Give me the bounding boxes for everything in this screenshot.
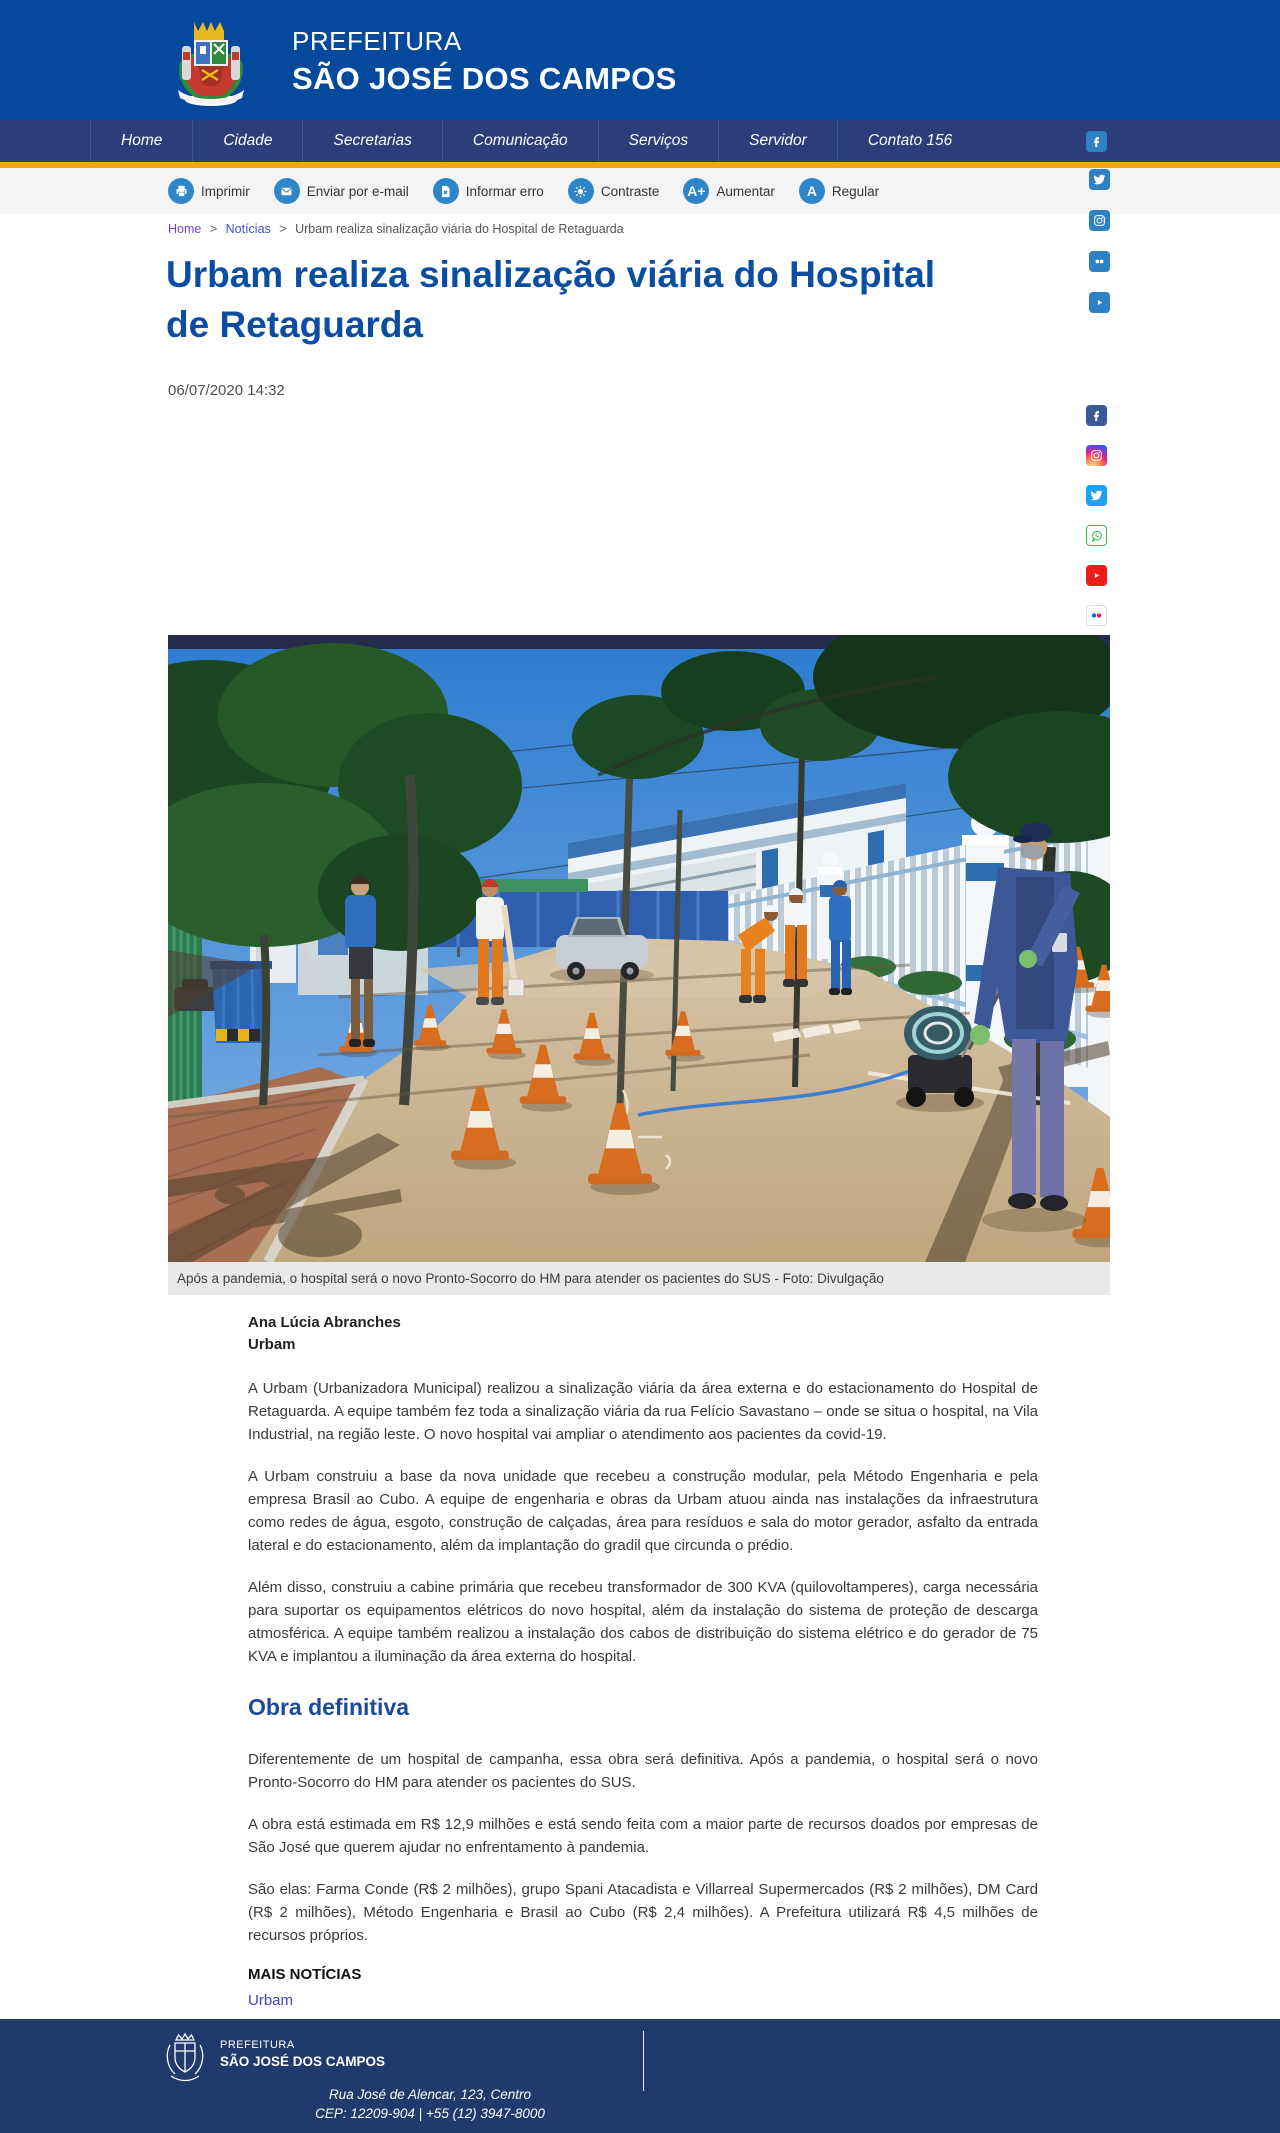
instagram-share-icon[interactable] bbox=[1086, 445, 1107, 466]
footer-brand bbox=[220, 2039, 385, 2069]
flickr-icon[interactable] bbox=[1089, 251, 1110, 272]
whatsapp-share-icon[interactable] bbox=[1086, 525, 1107, 546]
article-body bbox=[248, 1312, 1038, 2010]
main-nav bbox=[0, 120, 1280, 162]
brand-line2: SÃO JOSÉ DOS CAMPOS bbox=[292, 61, 677, 96]
city-coat-of-arms-logo[interactable] bbox=[170, 12, 252, 108]
instagram-icon[interactable] bbox=[1089, 210, 1110, 231]
more-news-heading: MAIS NOTÍCIAS bbox=[248, 1966, 362, 1983]
more-news-urbam-link[interactable]: Urbam bbox=[248, 1992, 294, 2009]
article-paragraph: A Urbam construiu a base da nova unidade que recebeu a construção modular, pela Método Engenharia e pela empresa Brasil ao Cubo. A equipe de engenharia e obras da Urbam atuou ainda nas instalações da infraestrutura como redes de água, esgoto, construção de calçadas, área para resíduos e sala do motor gerador, asfalto da entrada lateral e do estacionamento, além da implantação do gradil que circunda o prédio. bbox=[248, 1468, 1038, 1554]
printer-icon bbox=[168, 178, 194, 204]
breadcrumb-current: Urbam realiza sinalização viária do Hospital de Retaguarda bbox=[295, 222, 624, 236]
contrast-button[interactable] bbox=[568, 178, 660, 204]
site-brand bbox=[292, 26, 677, 97]
footer-address-line1: Rua José de Alencar, 123, Centro bbox=[328, 2087, 532, 2102]
nav-item-cidade[interactable]: Cidade bbox=[192, 120, 302, 162]
font-increase-button[interactable] bbox=[683, 178, 775, 204]
twitter-icon[interactable] bbox=[1089, 169, 1110, 190]
breadcrumb-home-link[interactable]: Home bbox=[168, 222, 202, 236]
font-increase-label: Aumentar bbox=[716, 183, 775, 199]
breadcrumb-separator: > bbox=[279, 222, 287, 236]
site-header bbox=[0, 0, 1280, 120]
nav-item-secretarias[interactable]: Secretarias bbox=[302, 120, 441, 162]
article-author: Ana Lúcia Abranches bbox=[248, 1314, 401, 1331]
page-title: Urbam realiza sinalização viária do Hospital de Retaguarda bbox=[166, 254, 936, 345]
facebook-icon[interactable] bbox=[1086, 131, 1107, 152]
article-author-org: Urbam bbox=[248, 1336, 296, 1353]
article-paragraph: Diferentemente de um hospital de campanha, essa obra será definitiva. Após a pandemia, o hospital será o novo Pronto-Socorro do HM para atender os pacientes do SUS. bbox=[248, 1751, 1038, 1791]
article-paragraph: São elas: Farma Conde (R$ 2 milhões), grupo Spani Atacadista e Villarreal Supermercados (R$ 2 milhões), DM Card (R$ 2 milhões), Método Engenharia e Brasil ao Cubo (R$ 2,4 milhões). A Prefeitura utilizará R$ 4,5 milhões de recursos próprios. bbox=[248, 1881, 1038, 1944]
breadcrumb-noticias-link[interactable]: Notícias bbox=[225, 222, 271, 236]
font-regular-button[interactable] bbox=[799, 178, 879, 204]
site-footer bbox=[0, 2019, 1280, 2133]
nav-item-servidor[interactable]: Servidor bbox=[718, 120, 837, 162]
breadcrumb bbox=[168, 222, 624, 236]
error-page-icon bbox=[433, 178, 459, 204]
contrast-label: Contraste bbox=[600, 183, 660, 199]
print-label: Imprimir bbox=[201, 183, 250, 199]
footer-coat-of-arms-icon bbox=[162, 2031, 208, 2085]
footer-address-line2: CEP: 12209-904 | +55 (12) 3947-8000 bbox=[315, 2106, 545, 2121]
article-paragraph: A Urbam (Urbanizadora Municipal) realizou a sinalização viária da área externa e do estacionamento do Hospital de Retaguarda. A equipe também fez toda a sinalização viária da rua Felício Savastano – onde se situa o hospital, na Vila Industrial, na região leste. O novo hospital vai ampliar o atendimento aos pacientes da covid-19. bbox=[248, 1380, 1038, 1443]
font-increase-icon: A+ bbox=[683, 178, 709, 204]
twitter-share-icon[interactable] bbox=[1086, 485, 1107, 506]
brand-line1: PREFEITURA bbox=[292, 26, 462, 56]
footer-brand-line1: PREFEITURA bbox=[220, 2039, 295, 2051]
photo-caption: Após a pandemia, o hospital será o novo Pronto-Socorro do HM para atender os pacientes do SUS - Foto: Divulgação bbox=[168, 1262, 1110, 1295]
breadcrumb-separator: > bbox=[209, 222, 218, 236]
article-paragraph: A obra está estimada em R$ 12,9 milhões e está sendo feita com a maior parte de recursos doados por empresas de São José que querem ajudar no enfrentamento à pandemia. bbox=[248, 1816, 1038, 1856]
page-toolbar bbox=[168, 178, 903, 204]
footer-brand-line2: SÃO JOSÉ DOS CAMPOS bbox=[220, 2054, 386, 2069]
contrast-icon bbox=[568, 178, 594, 204]
article-paragraph: Além disso, construiu a cabine primária que recebeu transformador de 300 KVA (quilovoltamperes), carga necessária para suportar os equipamentos elétricos do novo hospital, além da instalação do sistema de proteção de descarga atmosférica. A equipe também realizou a instalação dos cabos de distribuição do sistema elétrico e do gerador de 75 KVA e implantou a iluminação da área externa do hospital. bbox=[248, 1579, 1038, 1665]
youtube-icon[interactable] bbox=[1089, 292, 1110, 313]
email-button[interactable] bbox=[274, 178, 409, 204]
article-photo bbox=[168, 635, 1110, 1262]
publish-date: 06/07/2020 14:32 bbox=[168, 382, 285, 399]
footer-divider bbox=[643, 2031, 644, 2091]
font-regular-icon: A bbox=[799, 178, 825, 204]
report-error-button[interactable] bbox=[433, 178, 544, 204]
report-error-label: Informar erro bbox=[465, 183, 544, 199]
font-regular-label: Regular bbox=[831, 183, 880, 199]
print-button[interactable] bbox=[168, 178, 250, 204]
nav-item-contato-156[interactable]: Contato 156 bbox=[837, 120, 982, 162]
facebook-share-icon[interactable] bbox=[1086, 405, 1107, 426]
envelope-icon bbox=[274, 178, 300, 204]
footer-address bbox=[240, 2085, 620, 2123]
youtube-share-icon[interactable] bbox=[1086, 565, 1107, 586]
email-label: Enviar por e-mail bbox=[306, 183, 409, 199]
flickr-share-icon[interactable] bbox=[1086, 605, 1107, 626]
nav-item-servicos[interactable]: Serviços bbox=[598, 120, 718, 162]
article-subheading: Obra definitiva bbox=[248, 1694, 410, 1720]
nav-item-comunicacao[interactable]: Comunicação bbox=[442, 120, 598, 162]
nav-item-home[interactable]: Home bbox=[90, 120, 192, 162]
